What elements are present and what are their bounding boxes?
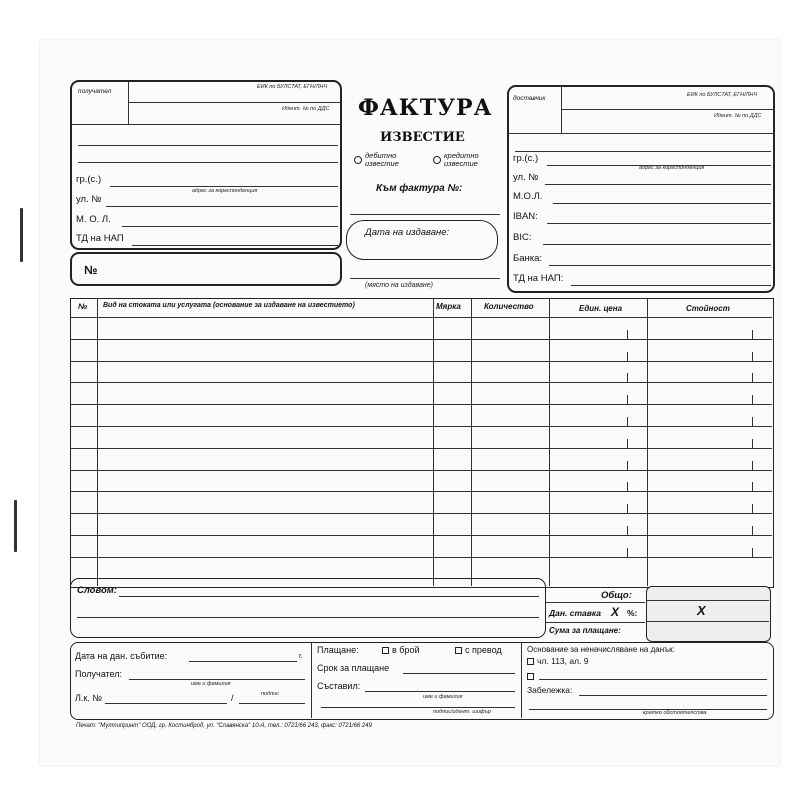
table-row xyxy=(71,339,772,340)
table-column-divider xyxy=(433,299,434,586)
binding-mark-top xyxy=(20,208,23,262)
compiled-by-name-caption: име и фамилия xyxy=(423,694,463,700)
decimal-tick xyxy=(627,482,628,491)
totals-labels xyxy=(545,588,645,640)
decimal-tick xyxy=(752,548,753,557)
decimal-tick xyxy=(752,330,753,339)
invoice-number-box xyxy=(70,252,342,286)
recipient-box xyxy=(70,80,342,250)
decimal-tick xyxy=(752,461,753,470)
supplier-city-label: гр.(с.) xyxy=(513,153,539,164)
column-header-unit-price: Един. цена xyxy=(579,304,623,313)
issue-date-label: Дата на издаване: xyxy=(365,227,450,238)
debit-note-label: дебитно известие xyxy=(365,151,399,168)
decimal-tick xyxy=(752,395,753,404)
decimal-tick xyxy=(627,417,628,426)
due-date-label: Срок за плащане xyxy=(317,663,390,673)
decimal-tick xyxy=(752,526,753,535)
tax-event-date-label: Дата на дан. събитие: xyxy=(75,651,168,661)
table-header-divider xyxy=(71,317,772,318)
supplier-box xyxy=(507,85,775,293)
table-row xyxy=(71,470,772,471)
total-label: Общо: xyxy=(601,590,632,601)
supplier-iban-label: IBAN: xyxy=(513,211,538,222)
supplier-td-label: ТД на НАП: xyxy=(513,273,564,284)
decimal-tick xyxy=(627,330,628,339)
vat-rate-value: X xyxy=(611,605,620,619)
decimal-tick xyxy=(752,439,753,448)
supplier-bic-label: BIC: xyxy=(513,232,532,243)
decimal-tick xyxy=(627,504,628,513)
payment-cash-label: в брой xyxy=(392,645,420,655)
recipient-city-label: гр.(с.) xyxy=(76,174,102,185)
invoice-form xyxy=(40,40,780,765)
table-row xyxy=(71,404,772,405)
table-row xyxy=(71,426,772,427)
credit-note-label: кредитно известие xyxy=(444,151,479,168)
recipient-header-label: получател xyxy=(78,88,112,95)
supplier-id-caption: ЕИК по БУЛСТАТ, ЕГН/ЛНЧ xyxy=(687,92,758,98)
supplier-bank-label: Банка: xyxy=(513,253,543,264)
column-header-unit: Мярка xyxy=(436,302,461,311)
exemption-other-checkbox[interactable] xyxy=(527,673,534,680)
recipient-address-caption: адрес за кореспонденция xyxy=(192,188,258,194)
invoice-number-label: № xyxy=(84,263,98,277)
decimal-tick xyxy=(752,482,753,491)
column-header-description: Вид на стоката или услугата (основание за издаване на известието) xyxy=(103,302,355,309)
column-header-amount: Стойност xyxy=(686,304,730,313)
exemption-art113-label: чл. 113, ал. 9 xyxy=(537,656,589,666)
totals-values-box xyxy=(646,586,771,642)
column-header-quantity: Количество xyxy=(484,302,534,311)
compiled-by-signature-caption: подпис/идент. шифър xyxy=(433,709,491,715)
place-of-issue-caption: (място на издаване) xyxy=(365,282,433,289)
table-column-divider xyxy=(471,299,472,586)
supplier-vat-caption: Идент. № по ДДС xyxy=(714,113,762,119)
table-column-divider xyxy=(647,299,648,586)
decimal-tick xyxy=(627,461,628,470)
payment-transfer-label: с превод xyxy=(465,645,502,655)
printer-line: Печат: "Мултипринт" ООД, гр. Костинброд, ул. "Славянска" 10-А, тел.: 0721/66 243, факс: 0721/66 249 xyxy=(76,723,372,729)
vat-rate-label: Дан. ставка xyxy=(549,608,602,618)
payment-transfer-checkbox[interactable] xyxy=(455,647,462,654)
document-title: ФАКТУРА xyxy=(358,95,493,121)
note-caption: кратко обстоятелства xyxy=(643,710,707,716)
decimal-tick xyxy=(752,352,753,361)
decimal-tick xyxy=(752,373,753,382)
table-column-divider xyxy=(549,299,550,586)
payment-label: Плащане: xyxy=(317,645,359,655)
document-subtitle: ИЗВЕСТИЕ xyxy=(380,130,465,145)
amount-in-words-box xyxy=(70,578,546,638)
exemption-label: Основание за неначисляване на данък: xyxy=(527,645,675,654)
exemption-art113-checkbox[interactable] xyxy=(527,658,534,665)
issue-date-box xyxy=(346,220,498,260)
to-invoice-label: Към фактура №: xyxy=(376,183,463,194)
recipient-mol-label: М. О. Л. xyxy=(76,214,111,225)
table-row xyxy=(71,382,772,383)
received-by-name-caption: име и фамилия xyxy=(191,681,231,687)
decimal-tick xyxy=(752,504,753,513)
decimal-tick xyxy=(752,417,753,426)
table-row xyxy=(71,535,772,536)
debit-note-radio[interactable] xyxy=(354,156,362,164)
table-row xyxy=(71,491,772,492)
supplier-address-caption: адрес за кореспонденция xyxy=(639,165,705,171)
table-row xyxy=(71,513,772,514)
percent-sign: %: xyxy=(627,608,638,618)
decimal-tick xyxy=(627,439,628,448)
id-card-separator: / xyxy=(231,693,234,703)
table-row xyxy=(71,557,772,558)
supplier-header-label: доставчик xyxy=(513,95,546,102)
credit-note-radio[interactable] xyxy=(433,156,441,164)
amount-in-words-label: Словом: xyxy=(77,585,117,596)
payment-cash-checkbox[interactable] xyxy=(382,647,389,654)
received-by-label: Получател: xyxy=(75,669,123,679)
column-header-number: № xyxy=(78,302,88,311)
items-table xyxy=(70,298,774,588)
decimal-tick xyxy=(627,395,628,404)
decimal-tick xyxy=(627,373,628,382)
payable-amount-label: Сума за плащане: xyxy=(549,626,621,635)
table-column-divider xyxy=(97,299,98,586)
recipient-street-label: ул. № xyxy=(76,194,102,205)
table-row xyxy=(71,361,772,362)
footer-block xyxy=(70,642,774,720)
decimal-tick xyxy=(627,548,628,557)
decimal-tick xyxy=(627,526,628,535)
binding-mark-bottom xyxy=(14,500,17,552)
decimal-tick xyxy=(627,352,628,361)
table-row xyxy=(71,448,772,449)
compiled-by-label: Съставил: xyxy=(317,681,361,691)
id-card-label: Л.к. № xyxy=(75,693,102,703)
note-label: Забележка: xyxy=(527,685,573,695)
received-by-signature-caption: подпис xyxy=(261,691,279,697)
vat-amount-value: X xyxy=(697,603,706,618)
tax-event-year-suffix: г. xyxy=(299,653,303,660)
supplier-mol-label: М.О.Л. xyxy=(513,191,543,202)
recipient-vat-caption: Идент. № по ДДС xyxy=(282,106,330,112)
recipient-id-caption: ЕИК по БУЛСТАТ, ЕГН/ЛНЧ xyxy=(257,84,328,90)
recipient-td-label: ТД на НАП xyxy=(76,233,124,244)
supplier-street-label: ул. № xyxy=(513,172,539,183)
